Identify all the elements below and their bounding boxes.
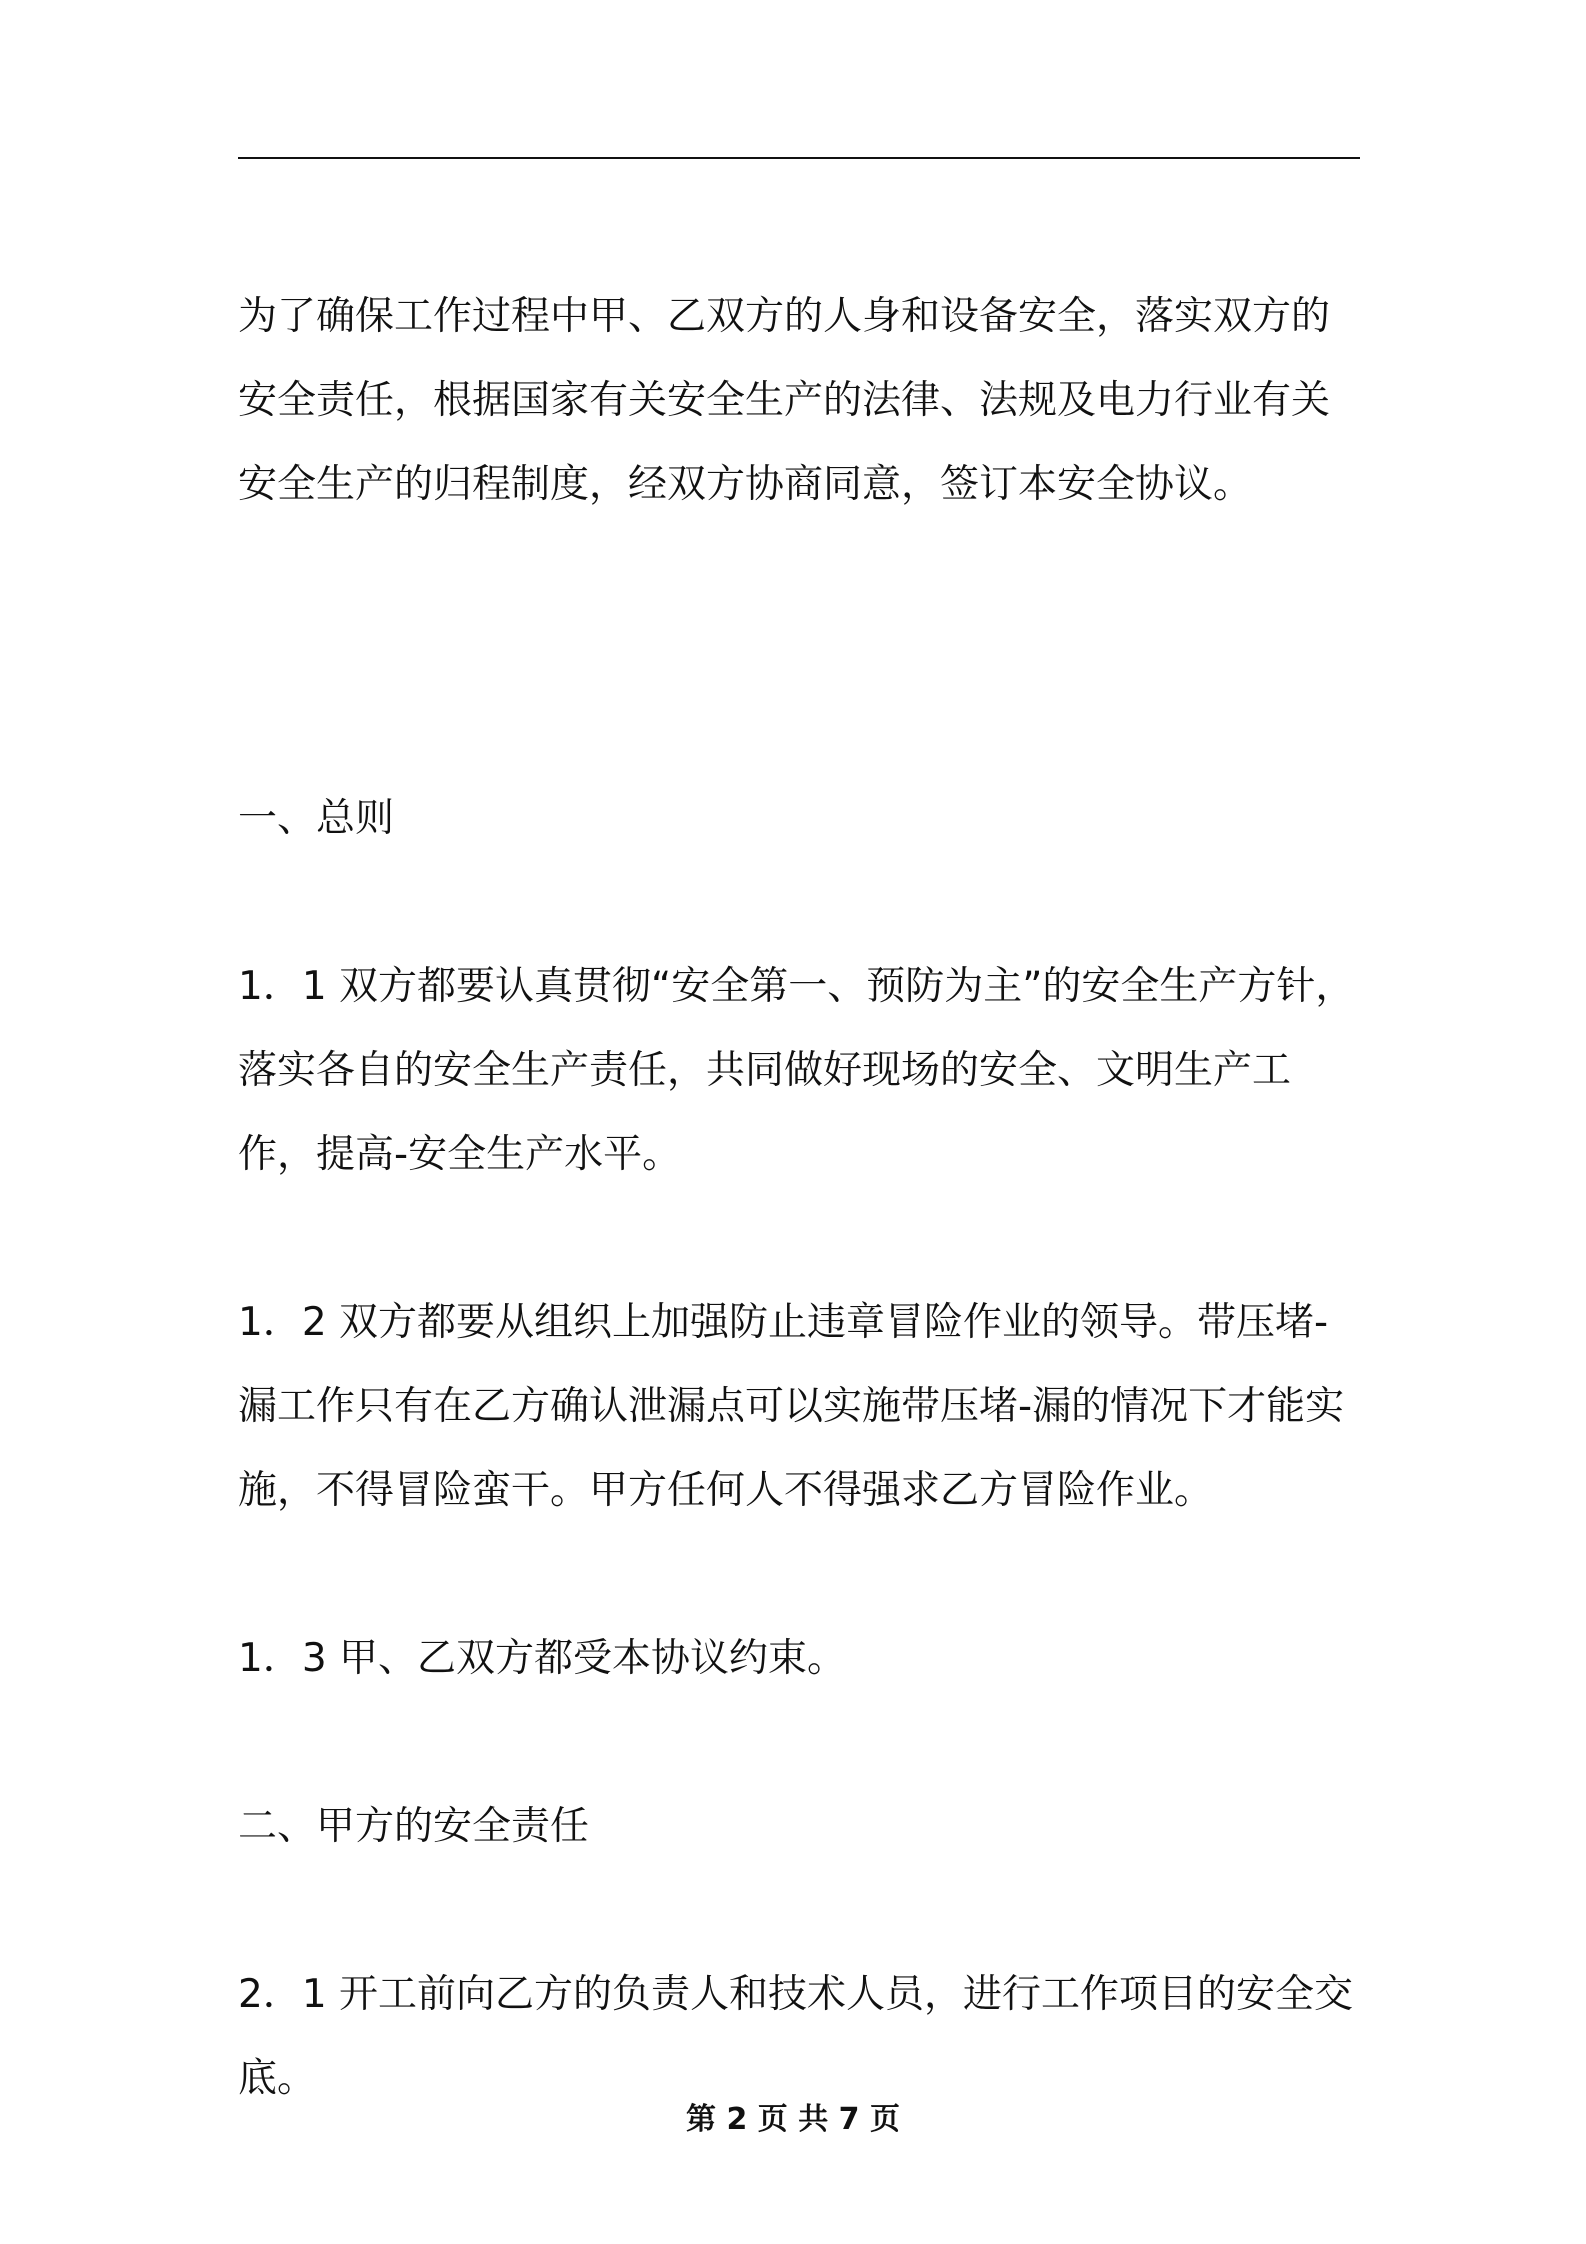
section-heading-general: 一、总则: [238, 796, 395, 841]
section-heading-party-a: 二、甲方的安全责任: [238, 1804, 590, 1849]
intro-paragraph: 为了确保工作过程中甲、乙双方的人身和设备安全，落实双方的安全责任，根据国家有关安全生产的法律、法规及电力行业有关安全生产的归程制度，经双方协商同意，签订本安全协议。: [238, 294, 1331, 507]
spacer: [238, 1701, 1360, 1785]
clause-1-1: 1．1 双方都要认真贯彻“安全第一、预防为主”的安全生产方针，落实各自的安全生产责任，共同做好现场的安全、文明生产工作，提高-安全生产水平。: [238, 964, 1355, 1177]
spacer: [238, 527, 1360, 777]
clause-1-2: 1．2 双方都要从组织上加强防止违章冒险作业的领导。带压堵-漏工作只有在乙方确认泄漏点可以实施带压堵-漏的情况下才能实施，不得冒险蛮干。甲方任何人不得强求乙方冒险作业。: [238, 1300, 1345, 1513]
spacer: [238, 1197, 1360, 1281]
spacer: [238, 1869, 1360, 1953]
clause-1-3: 1．3 甲、乙双方都受本协议约束。: [238, 1636, 847, 1681]
document-body: [238, 275, 1360, 2121]
spacer: [238, 861, 1360, 945]
clause-2-1: 2．1 开工前向乙方的负责人和技术人员，进行工作项目的安全交底。: [238, 1972, 1354, 2101]
spacer: [238, 1533, 1360, 1617]
header-divider: [238, 157, 1360, 159]
page-number: 第 2 页 共 7 页: [686, 2102, 900, 2137]
